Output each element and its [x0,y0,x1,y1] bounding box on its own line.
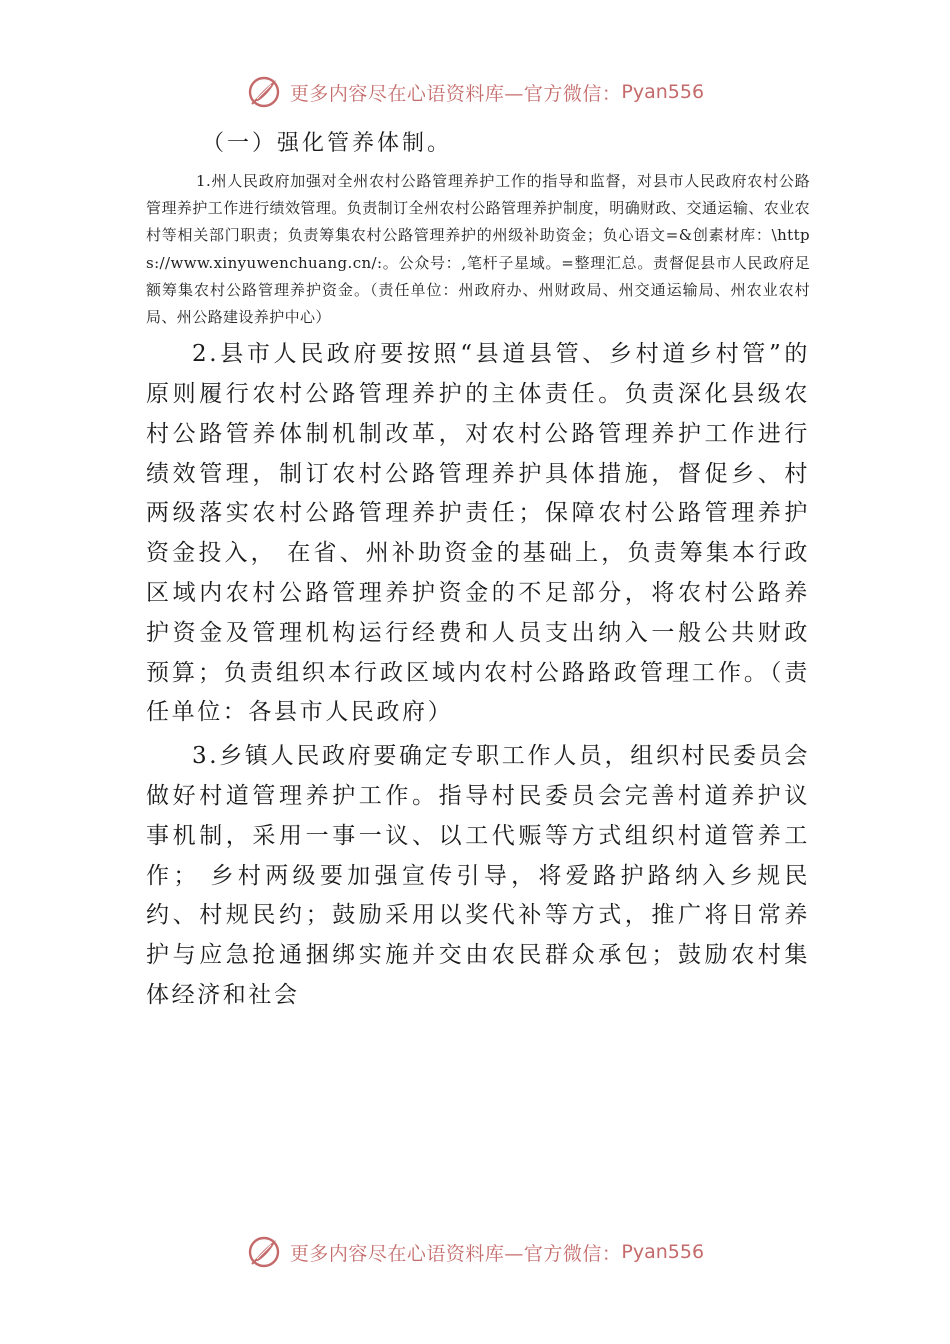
paragraph-2: 2.县市人民政府要按照“县道县管、乡村道乡村管”的原则履行农村公路管理养护的主体责任。负责深化县级农村公路管养体制机制改革，对农村公路管理养护工作进行绩效管理，制订农村公路管理养护具体措施，督促乡、村两级落实农村公路管理养护责任；保障农村公路管理养护资金投入， 在省、州补助资金的基础上，负责筹集本行政区域内农村公路管理养护资金的不足部分，将农村公路养护资金及管理机构运行经费和人员支出纳入一般公共财政预算；负责组织本行政区域内农村公路路政管理工作。（责任单位：各县市人民政府） [146,341,810,726]
section-heading: （一）强化管养体制。 [202,131,453,156]
watermark-contact: Pyan556 [621,1241,705,1263]
feather-quill-logo-icon [246,1234,282,1270]
watermark-contact: Pyan556 [621,81,705,103]
paragraph-3: 3.乡镇人民政府要确定专职工作人员，组织村民委员会做好村道管理养护工作。指导村民委员会完善村道养护议事机制，采用一事一议、以工代赈等方式组织村道管养工作； 乡村两级要加强宣传引导，将爱路护路纳入乡规民约、村规民约；鼓励采用以奖代补等方式，推广将日常养护与应急抢通捆绑实施并交由农民群众承包；鼓励农村集体经济和社会 [146,743,810,1008]
watermark-text: 更多内容尽在心语资料库—官方微信： [289,1242,622,1265]
paragraph-1: 1.州人民政府加强对全州农村公路管理养护工作的指导和监督，对县市人民政府农村公路管理养护工作进行绩效管理。负责制订全州农村公路管理养护制度，明确财政、交通运输、农业农村等相关部门职责；负责筹集农村公路管理养护的州级补助资金；负心语文=&创素材库：\https://www.xinyuwenchuang.cn/:。公众号：,笔杆子星域。=整理汇总。责督促县市人民政府足额筹集农村公路管理养护资金。（责任单位：州政府办、州财政局、州交通运输局、州农业农村局、州公路建设养护中心） [146,172,810,327]
feather-quill-logo-icon [246,74,282,110]
watermark-footer [0,1232,950,1272]
watermark-header [0,72,950,112]
document-body [146,124,810,1016]
watermark-text: 更多内容尽在心语资料库—官方微信： [289,82,622,105]
